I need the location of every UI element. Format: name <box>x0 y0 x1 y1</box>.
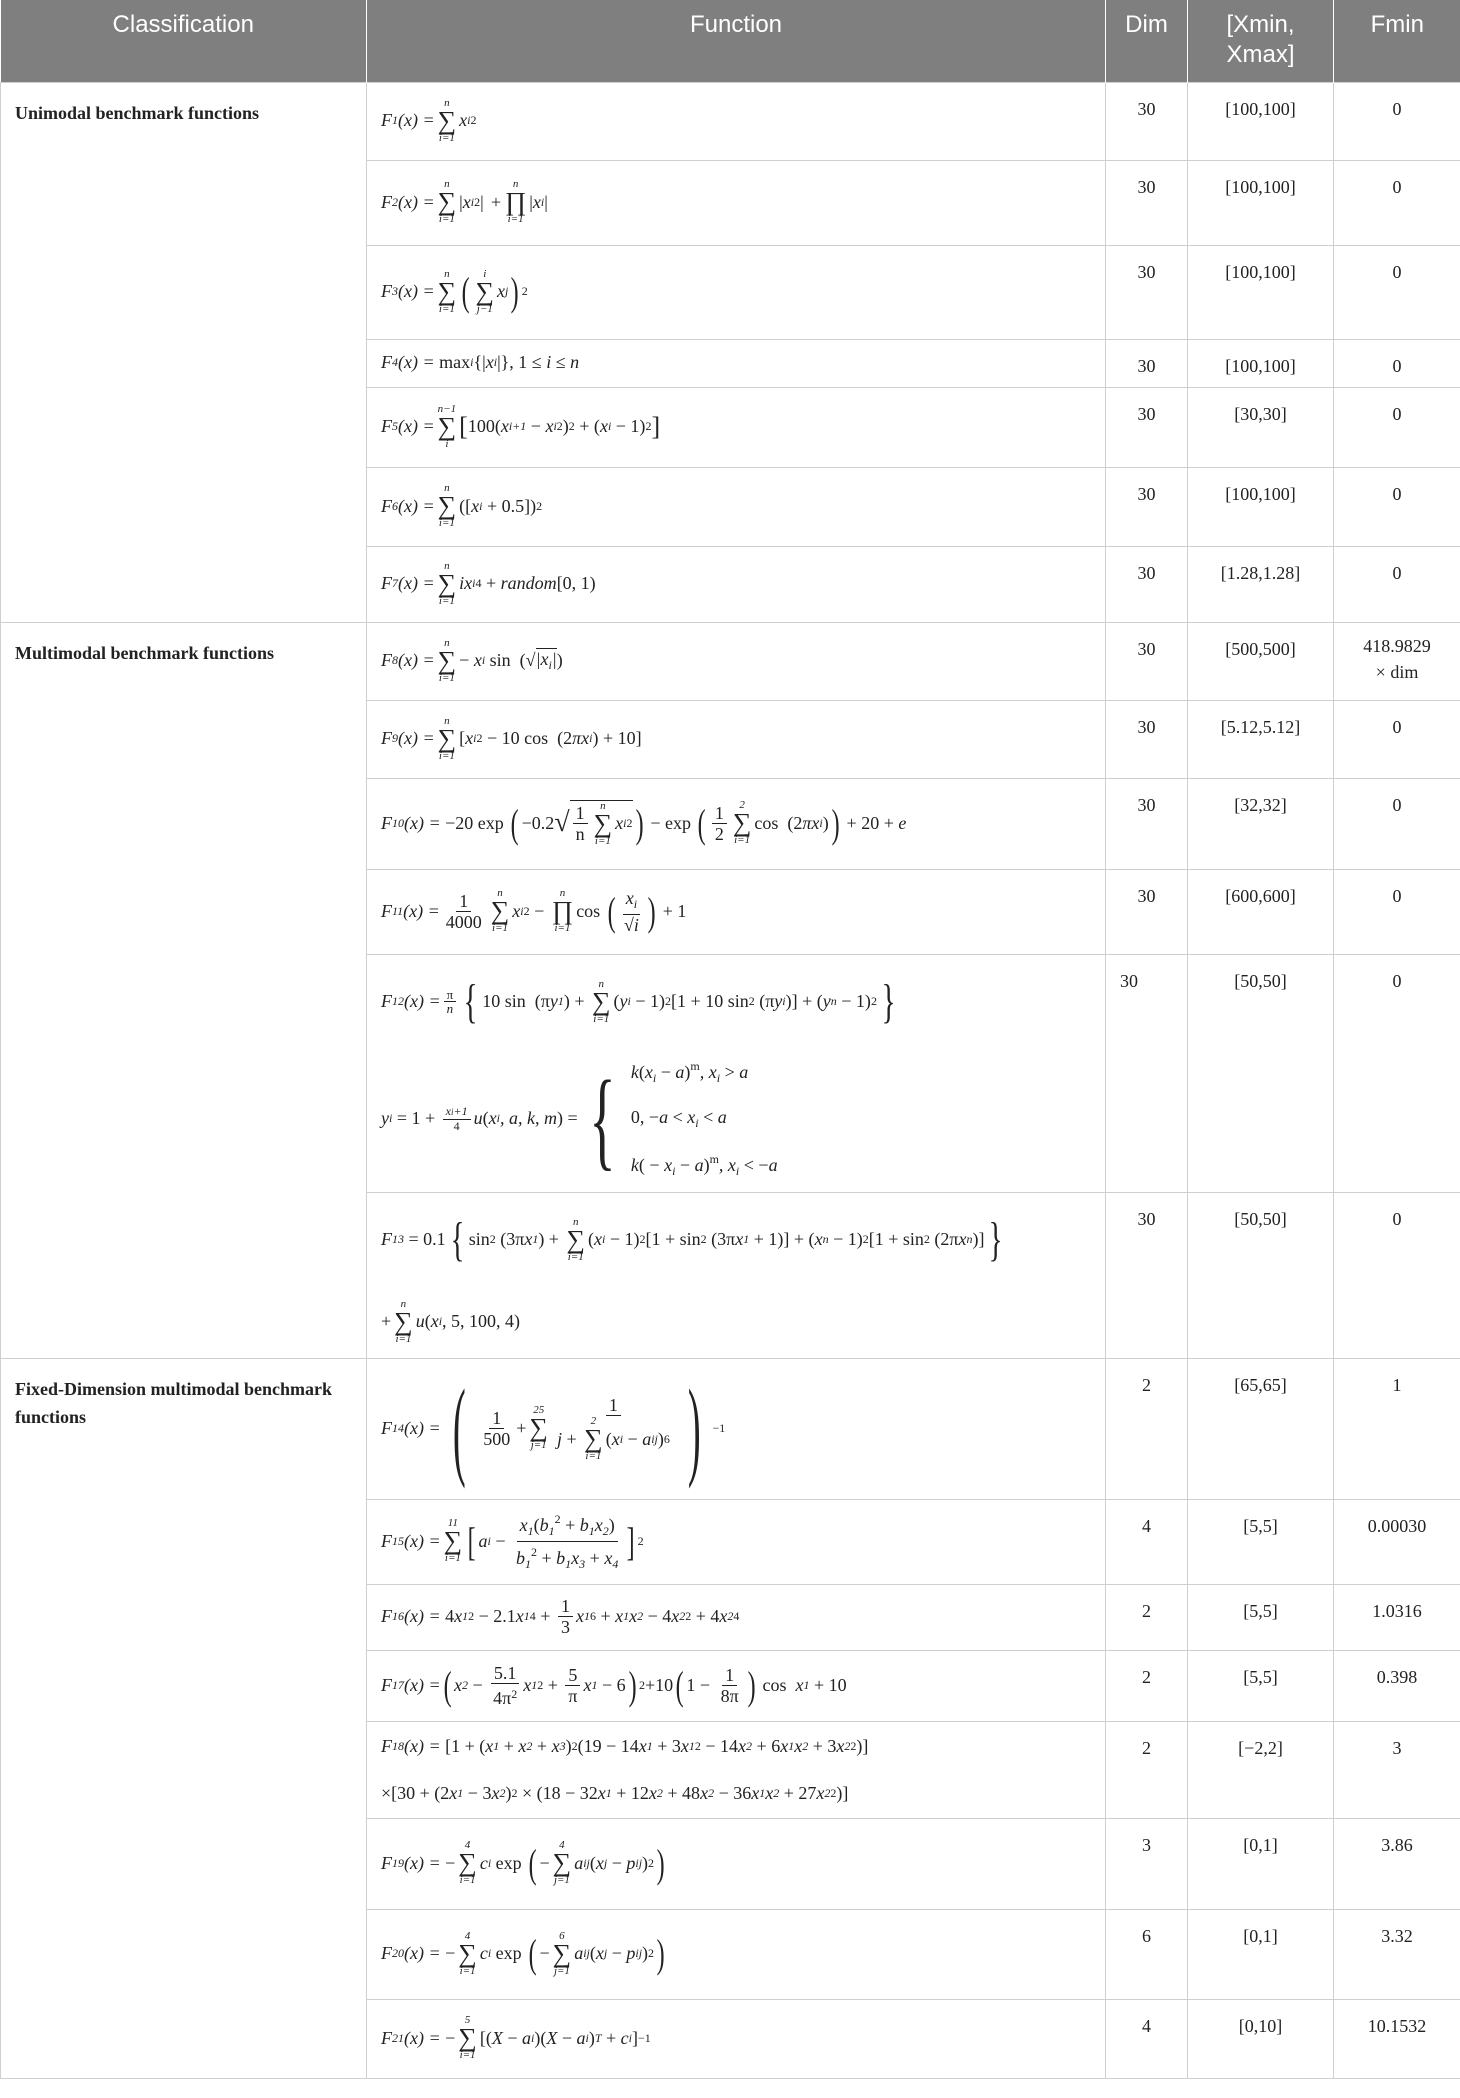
header-fmin: Fmin <box>1334 0 1460 82</box>
formula-f8: F 8 (x) = n ∑ i=1 − x i sin ( √ $|x_i|$ ) <box>367 622 1106 700</box>
dim-value: 4 <box>1106 1999 1188 2078</box>
dim-value: 30 <box>1106 245 1188 339</box>
fmin-value: 0.398 <box>1334 1650 1460 1721</box>
dim-value: 30 <box>1106 869 1188 954</box>
formula-f9: F 9 (x) = n ∑ i=1 [ x i 2 − 10 cos (2 πx i ) + 10] <box>367 700 1106 778</box>
dim-value: 4 <box>1106 1499 1188 1584</box>
fmin-value: 0 <box>1334 700 1460 778</box>
fmin-value: 0 <box>1334 869 1460 954</box>
formula-f2: F 2 (x) = n ∑ i=1 | x i 2 | + n ∏ i=1 | x i | <box>367 160 1106 245</box>
dim-value: 30 <box>1106 387 1188 467</box>
dim-value: 6 <box>1106 1909 1188 1999</box>
range-value: [65,65] <box>1188 1358 1334 1499</box>
fmin-value: 418.9829 × dim <box>1334 622 1460 700</box>
dim-value: 2 <box>1106 1721 1188 1818</box>
dim-value: 30 <box>1106 82 1188 160</box>
fmin-value: 0 <box>1334 160 1460 245</box>
fmin-value: 0 <box>1334 467 1460 546</box>
fmin-value: 1 <box>1334 1358 1460 1499</box>
fmin-value: 0 <box>1334 546 1460 622</box>
formula-f18: F 18 (x) = [1 + ( x 1 + x 2 + x 3 ) 2 (19 − 14 x 1 + 3 x 1 2 − 14 x 2 + 6 x 1 x 2 + 3 x 2 2 )] ×[30 + (2 x 1 − 3 x 2 ) 2 × (18 − 32 x 1 + 12 x 2 + 48 x 2 − 36 x 1 x 2 + 27 x 2 2 )] <box>367 1721 1106 1818</box>
fmin-value: 0 <box>1334 954 1460 1192</box>
formula-f21: F 21 (x) = − 5 ∑ i=1 [( X − a i )( X − a i ) T + c i ] −1 <box>367 1999 1106 2078</box>
range-value: [5,5] <box>1188 1584 1334 1650</box>
formula-f17: F 17 (x) = ( x 2 − $\frac{5.1}{4\pi^2}$ x 1 2 + $\frac{5}{\pi}$ x 1 − 6 ) 2 +10 ( 1 − $\frac{1}{8\pi}$ ) cos x 1 + 10 <box>367 1650 1106 1721</box>
fmin-value: 0 <box>1334 387 1460 467</box>
formula-f3: F 3 (x) = n ∑ i=1 ( i ∑ j−1 x j ) 2 <box>367 245 1106 339</box>
range-value: [0,1] <box>1188 1818 1334 1909</box>
range-value: [600,600] <box>1188 869 1334 954</box>
group-fixed-dimension: Fixed-Dimension multimodal benchmark functions <box>1 1358 367 2078</box>
fmin-value: 0 <box>1334 1192 1460 1358</box>
fmin-value: 0 <box>1334 339 1460 387</box>
dim-value: 30 <box>1106 622 1188 700</box>
table-row <box>1 1358 1460 1499</box>
fmin-value: 0 <box>1334 245 1460 339</box>
formula-f19: F 19 (x) = − 4 ∑ i=1 c i exp ( − 4 ∑ j=1 a ij ( x j − p ij ) 2 ) <box>367 1818 1106 1909</box>
formula-f11: F 11 (x) = $\frac{1}{4000}$ n ∑ i=1 x i 2 − n ∏ i=1 cos ( $\frac{x_i}{√i}$ ) + 1 <box>367 869 1106 954</box>
formula-f16: F 16 (x) = 4 x 1 2 − 2.1 x 1 4 + $\frac{1}{3}$ x 1 6 + x 1 x 2 − 4 x 2 2 + 4 x 2 4 <box>367 1584 1106 1650</box>
fmin-value: 3.86 <box>1334 1818 1460 1909</box>
fmin-value: 3 <box>1334 1721 1460 1818</box>
range-value: [100,100] <box>1188 160 1334 245</box>
range-value: [−2,2] <box>1188 1721 1334 1818</box>
dim-value: 30 <box>1106 1192 1188 1358</box>
range-value: [32,32] <box>1188 778 1334 869</box>
range-value: [50,50] <box>1188 1192 1334 1358</box>
dim-value: 30 <box>1106 700 1188 778</box>
table-row <box>1 82 1460 160</box>
dim-value: 2 <box>1106 1358 1188 1499</box>
formula-f10: F 10 (x) = −20 exp ( −0.2 √ $\frac{1}{n}$ n ∑ i=1 x i 2 ) − exp ( $\frac{1}{2}$ 2 ∑ i=1 cos (2 πx i ) ) + 20 + e <box>367 778 1106 869</box>
range-value: [5,5] <box>1188 1499 1334 1584</box>
range-value: [1.28,1.28] <box>1188 546 1334 622</box>
range-value: [100,100] <box>1188 245 1334 339</box>
dim-value: 30 <box>1106 467 1188 546</box>
range-value: [100,100] <box>1188 82 1334 160</box>
range-value: [100,100] <box>1188 339 1334 387</box>
dim-value: 3 <box>1106 1818 1188 1909</box>
formula-f7: F 7 (x) = n ∑ i=1 ix i 4 + random [0, 1) <box>367 546 1106 622</box>
range-value: [100,100] <box>1188 467 1334 546</box>
dim-value: 30 <box>1106 160 1188 245</box>
formula-f6: F 6 (x) = n ∑ i=1 ([ x i + 0.5]) 2 <box>367 467 1106 546</box>
dim-value: 2 <box>1106 1584 1188 1650</box>
dim-value: 2 <box>1106 1650 1188 1721</box>
range-value: [50,50] <box>1188 954 1334 1192</box>
table-row <box>1 622 1460 700</box>
header-classification: Classification <box>1 0 367 82</box>
formula-f13: F 13 = 0.1 { sin 2 (3π x 1 ) + n ∑ i=1 ( x i − 1) 2 [1 + sin 2 (3π x 1 + 1)] + ( x n − 1) 2 [1 + sin 2 (2π x n )] } + n ∑ i=1 u ( x i , 5, 100, 4) <box>367 1192 1106 1358</box>
group-multimodal: Multimodal benchmark functions <box>1 622 367 1358</box>
dim-value: 30 <box>1106 954 1188 1192</box>
fmin-value: 0 <box>1334 778 1460 869</box>
fmin-value: 0 <box>1334 82 1460 160</box>
dim-value: 30 <box>1106 546 1188 622</box>
formula-f15: F 15 (x) = 11 ∑ i=1 [ a i − $\frac{x_1(b_1^2 + b_1x_2)}{b_1^2 + b_1x_3 + x_4}$ ] 2 <box>367 1499 1106 1584</box>
formula-f14: F 14 (x) = ( $\frac{1}{500}$ + 25 ∑ j=1 1 j + 2 ∑ i=1 ( x i − a ij ) 6 ) −1 <box>367 1358 1106 1499</box>
dim-value: 30 <box>1106 339 1188 387</box>
formula-f1: F 1 (x) = n ∑ i=1 x i 2 <box>367 82 1106 160</box>
formula-f20: F 20 (x) = − 4 ∑ i=1 c i exp ( − 6 ∑ j=1 a ij ( x j − p ij ) 2 ) <box>367 1909 1106 1999</box>
header-dim: Dim <box>1106 0 1188 82</box>
range-value: [5.12,5.12] <box>1188 700 1334 778</box>
header-row <box>1 0 1460 82</box>
formula-f4: F 4 (x) = max i {| x i |}, 1 ≤ i ≤ n <box>367 339 1106 387</box>
dim-value: 30 <box>1106 778 1188 869</box>
header-function: Function <box>367 0 1106 82</box>
formula-f12: F 12 (x) = $\frac{\pi}{n}$ { 10 sin (π y 1 ) + n ∑ i=1 ( y i − 1) 2 [1 + 10 sin 2 (π y i )] + ( y n − 1) 2 } y i = 1 + $\frac{xi+1}{4}$ u ( x i , a, k, m ) = { $k(x_i - a)^m$, $x_i > a$ 0, $-a < x_i < a$ $k( - x_i - a)^m$, $x_i < -a$ <box>367 954 1106 1192</box>
fmin-value: 3.32 <box>1334 1909 1460 1999</box>
group-unimodal: Unimodal benchmark functions <box>1 82 367 622</box>
range-value: [0,1] <box>1188 1909 1334 1999</box>
fmin-value: 0.00030 <box>1334 1499 1460 1584</box>
header-range: [Xmin, Xmax] <box>1188 0 1334 82</box>
range-value: [0,10] <box>1188 1999 1334 2078</box>
fmin-value: 1.0316 <box>1334 1584 1460 1650</box>
range-value: [5,5] <box>1188 1650 1334 1721</box>
formula-f5: F 5 (x) = n−1 ∑ i [ 100( x i+1 − x i 2 ) 2 + ( x i − 1) 2 ] <box>367 387 1106 467</box>
range-value: [30,30] <box>1188 387 1334 467</box>
range-value: [500,500] <box>1188 622 1334 700</box>
fmin-value: 10.1532 <box>1334 1999 1460 2078</box>
